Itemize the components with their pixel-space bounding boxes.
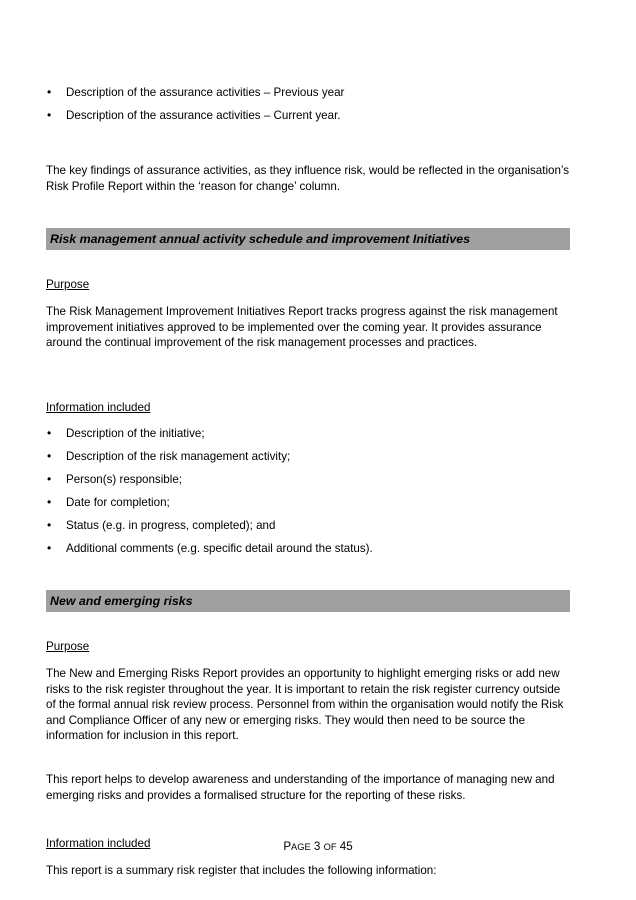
assurance-bullet-list: [46, 86, 570, 123]
list-item: • Person(s) responsible;: [46, 473, 570, 487]
footer-total-pages: 45: [339, 840, 353, 853]
purpose-paragraph-2: The New and Emerging Risks Report provides an opportunity to highlight emerging risks or add new risks to the risk register throughout the year. It is important to retain the risk register currency outside of the formal annual risk review process. Personnel from within the organisation would notify the Risk and Compliance Officer of any new or emerging risks. They would then need to be source the information for inclusion in this report.: [46, 666, 564, 743]
spacer: [46, 292, 570, 304]
footer-page-number: 3: [313, 840, 321, 853]
list-item: • Date for completion;: [46, 496, 570, 510]
spacer: [46, 194, 570, 228]
spacer: [46, 744, 570, 772]
subheading-information-included-1: Information included: [46, 400, 151, 414]
section-heading-risk-management-schedule: Risk management annual activity schedule and improvement Initiatives: [46, 228, 570, 250]
footer-of-word: OF: [323, 842, 337, 852]
subheading-purpose-1: Purpose: [46, 278, 90, 292]
section-heading-new-and-emerging-risks: New and emerging risks: [46, 590, 570, 612]
list-item: • Description of the assurance activities – Current year.: [46, 109, 570, 123]
list-item: • Description of the assurance activities – Previous year: [46, 86, 570, 100]
spacer: [46, 415, 570, 427]
information-bullet-list-1: [46, 427, 570, 556]
purpose-paragraph-1: The Risk Management Improvement Initiatives Report tracks progress against the risk management improvement initiatives approved to be implemented over the coming year. It provides assurance around the continual improvement of the risk management processes and practices.: [46, 305, 558, 350]
list-item: • Additional comments (e.g. specific detail around the status).: [46, 542, 570, 556]
footer-page-word-rest: AGE: [291, 842, 311, 852]
spacer: [46, 654, 570, 666]
list-item: • Description of the initiative;: [46, 427, 570, 441]
list-item: • Status (e.g. in progress, completed); and: [46, 519, 570, 533]
page-footer: [0, 840, 636, 854]
footer-page-word-lead: P: [283, 840, 292, 853]
spacer: [46, 803, 570, 837]
spacer: [46, 556, 570, 590]
assurance-paragraph: The key findings of assurance activities, as they influence risk, would be reflected in the organisation’s Risk Profile Report within the ‘reason for change’ column.: [46, 164, 570, 193]
spacer: [46, 612, 570, 640]
information-intro-2: This report is a summary risk register that includes the following information:: [46, 864, 437, 878]
secondary-paragraph-2: This report helps to develop awareness and understanding of the importance of managing new and emerging risks and provides a formalised structure for the reporting of these risks.: [46, 772, 555, 802]
subheading-information-included-2: Information included: [46, 837, 151, 851]
list-item: • Description of the risk management activity;: [46, 450, 570, 464]
spacer: [46, 351, 570, 401]
page-content: [46, 86, 570, 879]
spacer: [46, 250, 570, 278]
spacer: [46, 123, 570, 163]
subheading-purpose-2: Purpose: [46, 639, 90, 653]
